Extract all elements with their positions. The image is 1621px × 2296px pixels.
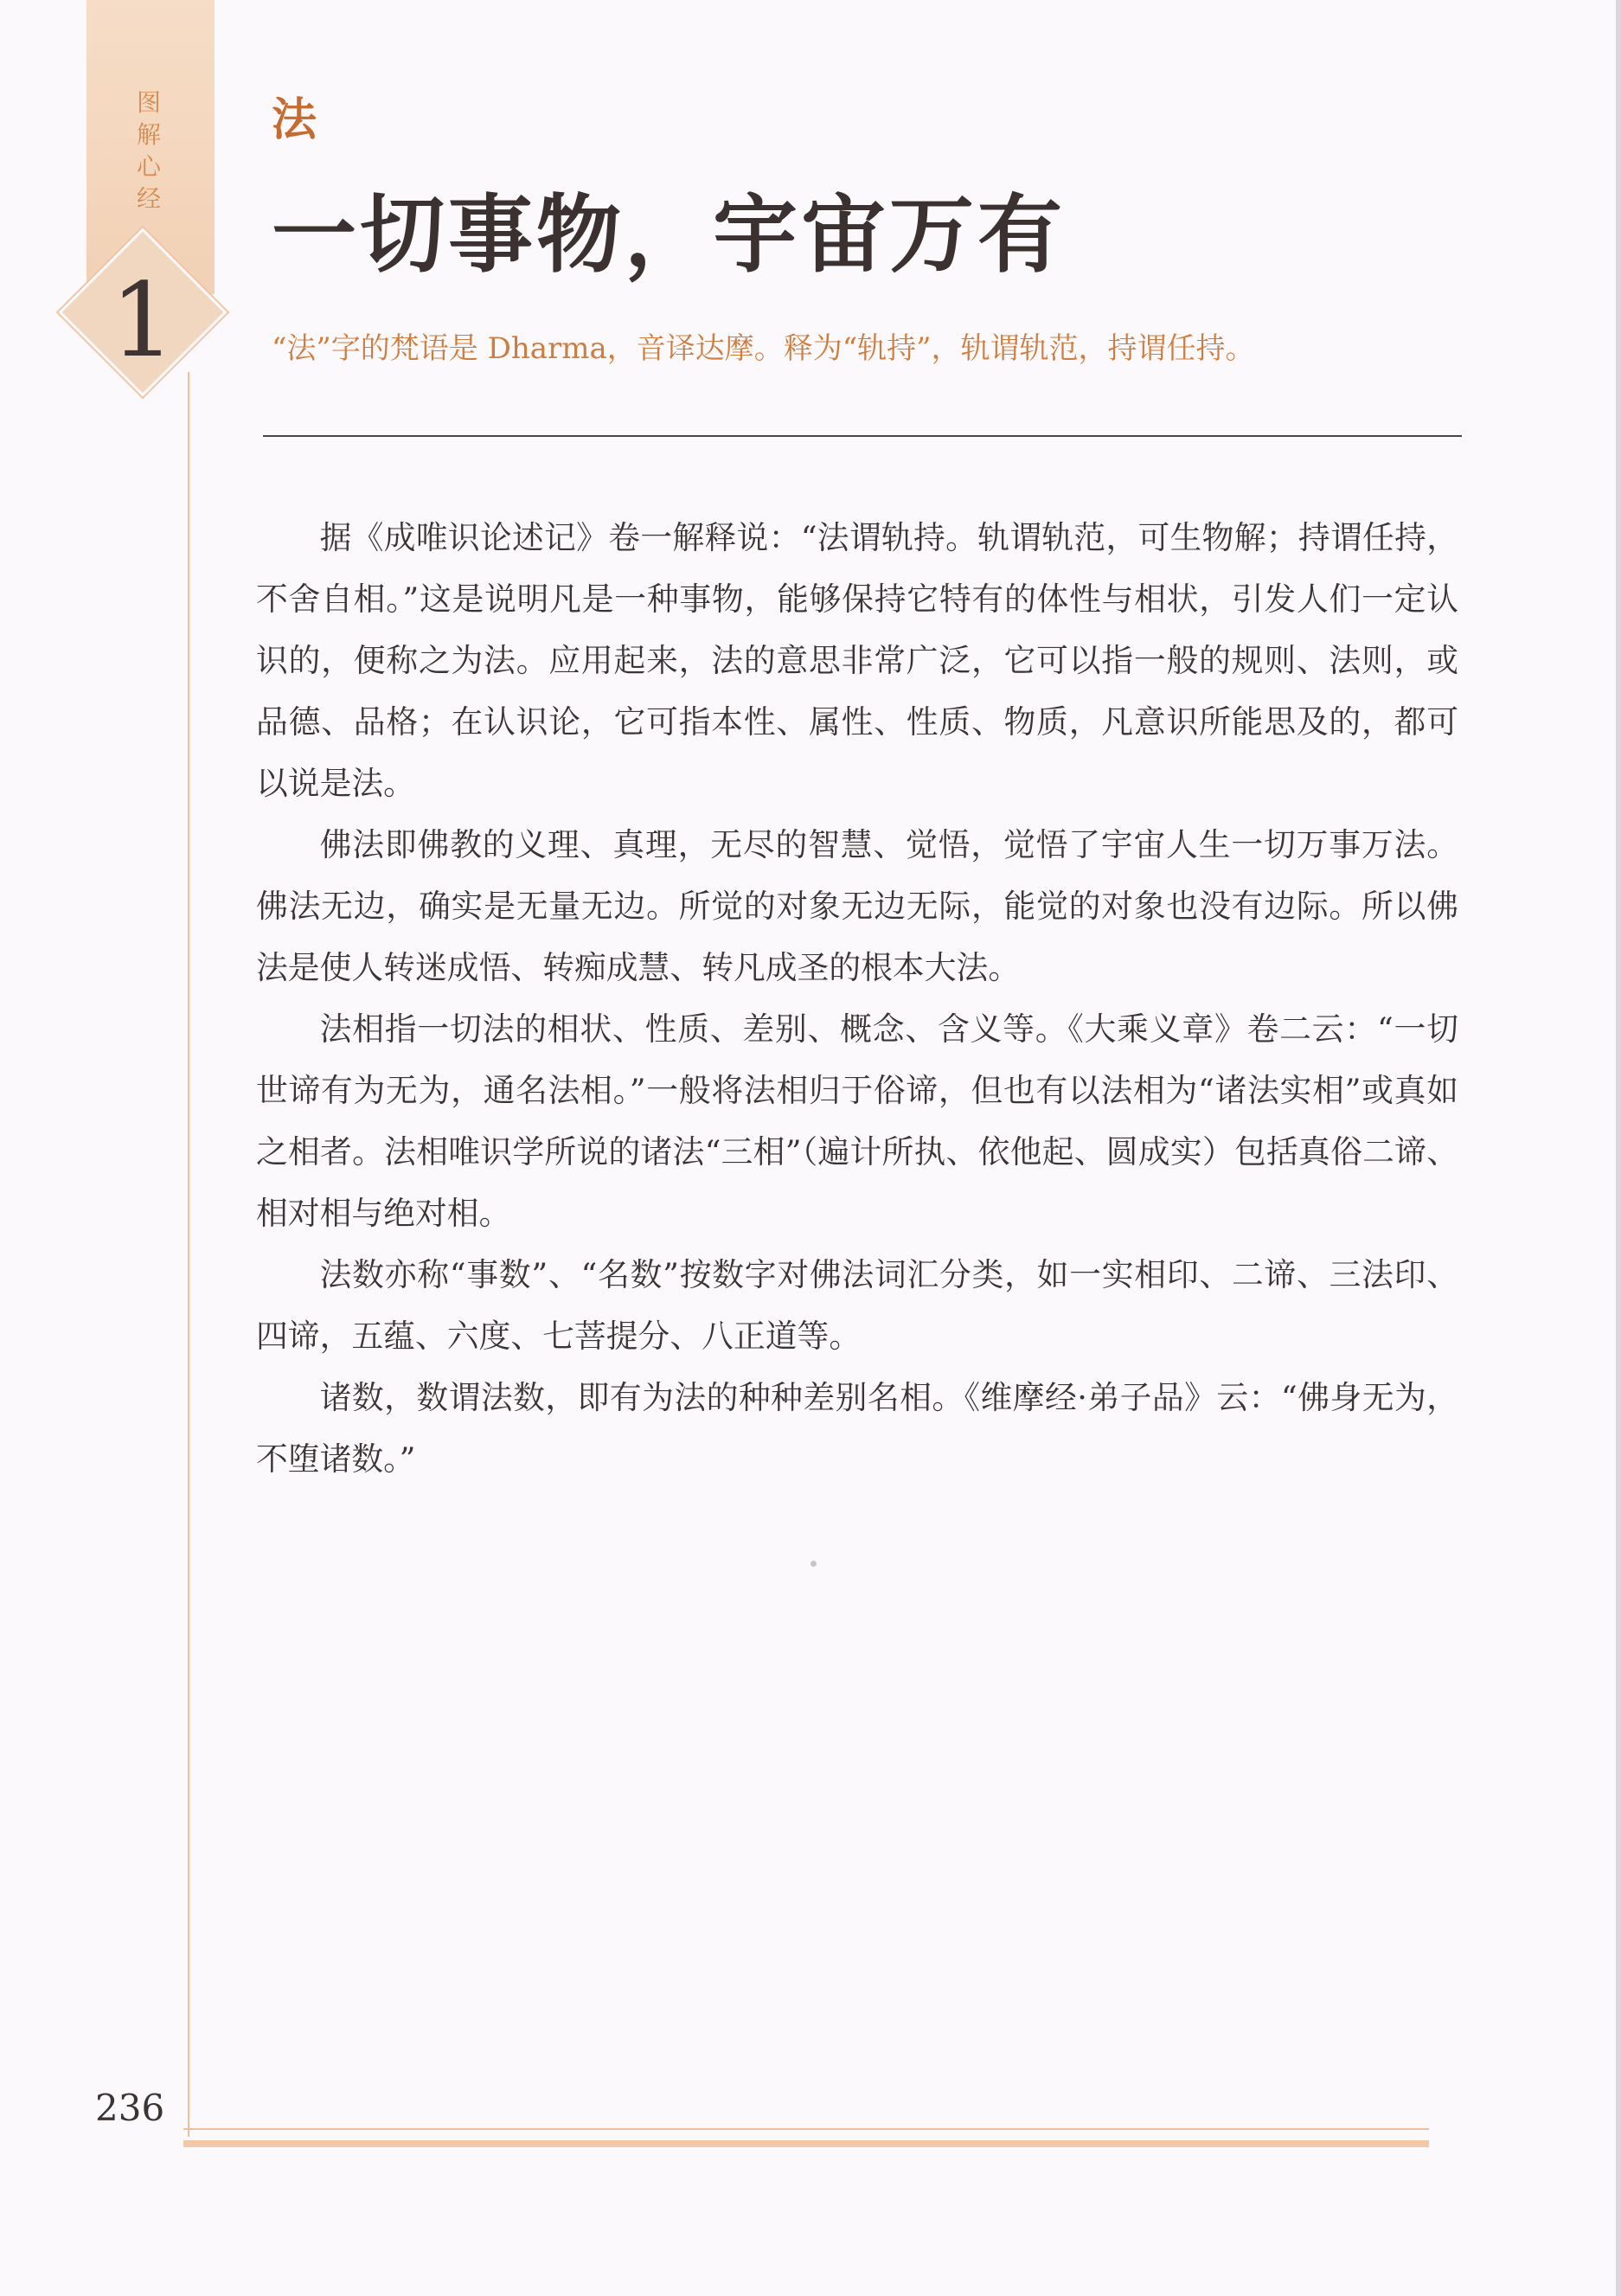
- page-title: 一切事物，宇宙万有: [272, 185, 1067, 285]
- chapter-number: 1: [110, 260, 176, 380]
- heading-divider: [263, 435, 1462, 437]
- print-speck: [810, 1561, 817, 1567]
- page-subtitle: “法”字的梵语是 Dharma，音译达摩。释为“轨持”，轨谓轨范，持谓任持。: [272, 331, 1255, 366]
- book-title-vertical: [131, 87, 166, 215]
- footer-rule: [183, 2128, 1429, 2130]
- section-kicker: 法: [272, 93, 317, 146]
- footer-bar: [183, 2140, 1429, 2147]
- paragraph: 佛法即佛教的义理、真理，无尽的智慧、觉悟，觉悟了宇宙人生一切万事万法。佛法无边，确实是无量无边。所觉的对象无边无际，能觉的对象也没有边际。所以佛法是使人转迷成悟、转痴成慧、转凡成圣的根本大法。: [256, 826, 1458, 986]
- paragraph: 据《成唯识论述记》卷一解释说：“法谓轨持。轨谓轨范，可生物解；持谓任持，不舍自相。”这是说明凡是一种事物，能够保持它特有的体性与相状，引发人们一定认识的，便称之为法。应用起来，法的意思非常广泛，它可以指一般的规则、法则，或品德、品格；在认识论，它可指本性、属性、性质、物质，凡意识所能思及的，都可以说是法。: [256, 519, 1458, 802]
- book-title-char: 经: [136, 184, 161, 213]
- book-title-char: 解: [136, 120, 161, 149]
- page-number: 236: [95, 2087, 165, 2129]
- paragraph: 法相指一切法的相状、性质、差别、概念、含义等。《大乘义章》卷二云：“一切世谛有为无为，通名法相。”一般将法相归于俗谛，但也有以法相为“诸法实相”或真如之相者。法相唯识学所说的诸法“三相”（遍计所执、依他起、圆成实）包括真俗二谛、相对相与绝对相。: [256, 1010, 1458, 1232]
- body-text: [256, 507, 1458, 1490]
- margin-rule: [188, 372, 189, 2137]
- paragraph: 法数亦称“事数”、“名数”按数字对佛法词汇分类，如一实相印、二谛、三法印、四谛，五蕴、六度、七菩提分、八正道等。: [256, 1256, 1458, 1355]
- book-title-char: 图: [136, 88, 161, 117]
- page-edge: [1616, 0, 1621, 2296]
- book-title-char: 心: [136, 152, 161, 181]
- paragraph: 诸数，数谓法数，即有为法的种种差别名相。《维摩经·弟子品》云：“佛身无为，不堕诸数。”: [256, 1379, 1458, 1478]
